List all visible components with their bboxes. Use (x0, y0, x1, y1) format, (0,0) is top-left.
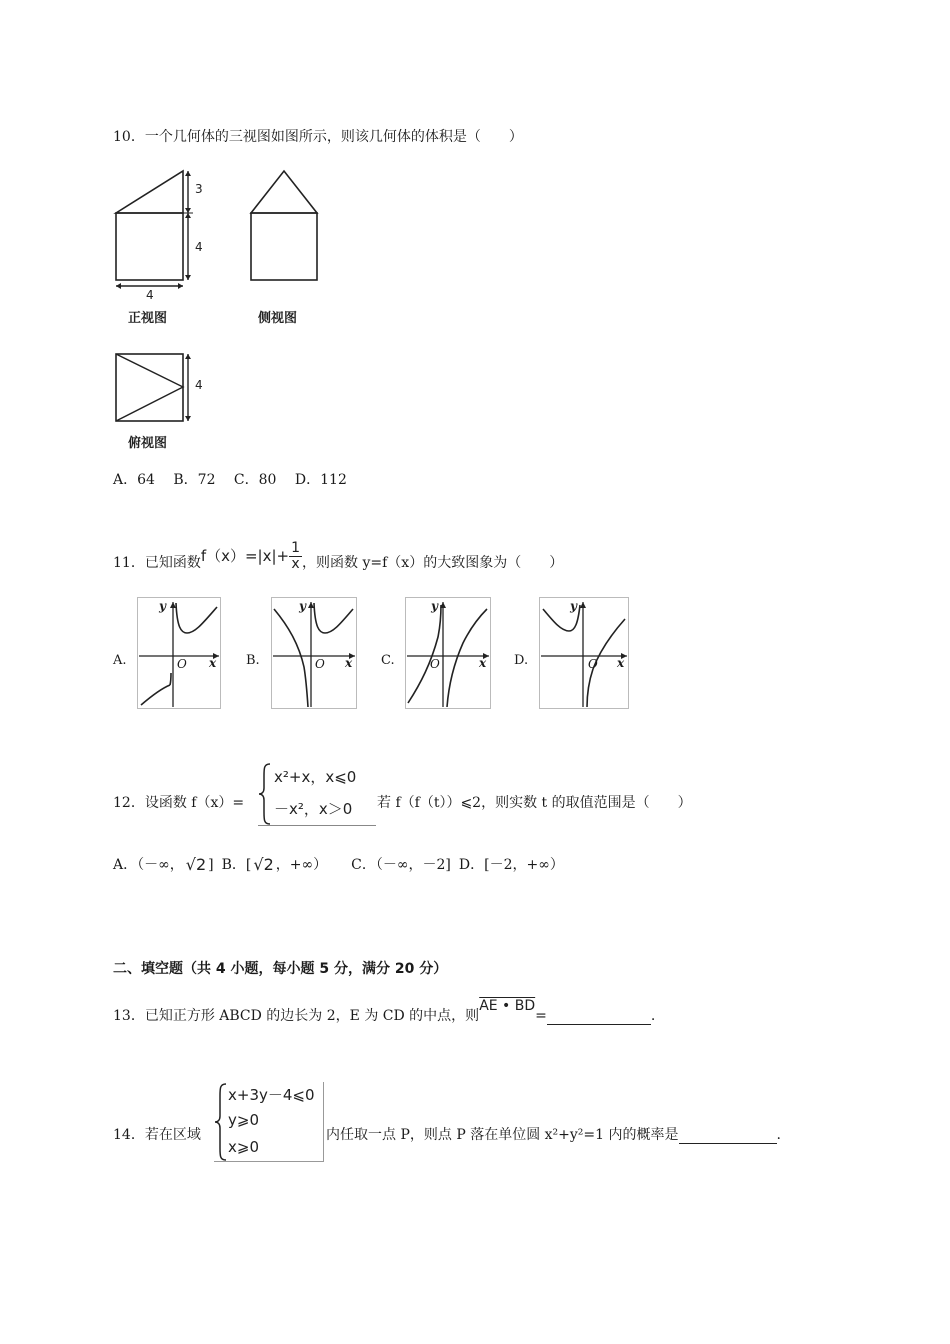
q11-graph-d[interactable] (539, 597, 629, 713)
q14-stem-line (326, 1126, 781, 1144)
q12-stem-pre: 12．设函数 f（x）= (113, 795, 245, 811)
q12-option-b-pre: B．[ (221, 857, 252, 873)
graph-a-x-label: x (209, 656, 217, 670)
graph-a-y-label: y (159, 599, 166, 613)
q11-graph-b[interactable] (271, 597, 357, 713)
q11-stem-line (113, 539, 564, 572)
q14-end: . (776, 1127, 781, 1143)
q11-stem-pre: 11．已知函数 (113, 555, 201, 571)
q12-case2: －x²，x＞0 (274, 800, 353, 818)
q13-equals: = (535, 1008, 547, 1024)
q14-ineq2: y⩾0 (228, 1111, 259, 1129)
front-view-triangle (116, 171, 183, 213)
q12-brace (258, 762, 272, 826)
q13-end: . (650, 1008, 656, 1024)
graph-a-svg (137, 597, 221, 709)
side-view-triangle (251, 171, 317, 213)
graph-c-origin-label: O (430, 657, 440, 671)
q12-options-line (113, 856, 564, 874)
q12-option-b-sqrt: √2 (253, 855, 274, 874)
front-view-square (116, 213, 183, 280)
q14-ineq1: x+3y－4⩽0 (228, 1086, 315, 1104)
q11-formula-lhs: f（x）=|x|+ (200, 547, 290, 565)
q13-vector-product: AE • BD (479, 998, 536, 1014)
graph-b-y-label: y (299, 599, 306, 613)
q14-stem-post: 内任取一点 P，则点 P 落在单位圆 x²+y²=1 内的概率是 (326, 1127, 679, 1143)
q11-stem-post: ，则函数 y=f（x）的大致图象为（ ） (302, 555, 564, 571)
q13-stem: 13．已知正方形 ABCD 的边长为 2，E 为 CD 的中点，则 (113, 1008, 480, 1024)
q11-fraction (289, 541, 302, 572)
front-view-label: 正视图 (128, 311, 168, 326)
q11-fraction-den: x (291, 555, 300, 572)
q11-graph-c[interactable] (405, 597, 491, 713)
q12-option-c: C．（－∞，－2] (351, 857, 451, 873)
graph-c-svg (405, 597, 491, 709)
graph-d-x-label: x (617, 656, 625, 670)
q14-answer-blank[interactable] (679, 1129, 777, 1144)
graph-d-svg (539, 597, 629, 709)
q14-ineq3: x⩾0 (228, 1138, 259, 1156)
q14-stem-pre: 14．若在区域 (113, 1127, 201, 1143)
q12-option-a-sqrt: √2 (185, 855, 207, 874)
q11-option-d-letter: D. (514, 653, 529, 668)
side-view-square (251, 213, 317, 280)
graph-a-origin-label: O (177, 657, 187, 671)
q12-option-d: D．[－2，+∞） (458, 857, 564, 873)
q13-line (113, 998, 656, 1025)
q10-stem: 10．一个几何体的三视图如图所示，则该几何体的体积是（ ） (113, 129, 523, 145)
q10-three-view-figure (113, 168, 323, 458)
graph-b-svg (271, 597, 357, 709)
q10-options: A．64 B．72 C．80 D．112 (113, 472, 347, 488)
dim-label-4-top-height: 4 (195, 378, 203, 392)
q12-stem-post: 若 f（f（t））⩽2，则实数 t 的取值范围是（ ） (377, 795, 692, 811)
top-view-label: 俯视图 (128, 436, 168, 451)
q14-region-system (214, 1082, 324, 1162)
q11-option-c-letter: C. (381, 653, 395, 668)
q11-graph-a[interactable] (137, 597, 221, 713)
graph-d-y-label: y (570, 599, 577, 613)
dim-label-3: 3 (195, 182, 203, 196)
q14-brace (214, 1082, 228, 1162)
q12-option-a-pre: A．（－∞， (113, 857, 184, 873)
graph-d-origin-label: O (588, 657, 598, 671)
dim-label-4-front-width: 4 (146, 288, 154, 302)
top-view-triangle (116, 354, 183, 421)
q11-formula (201, 541, 302, 572)
dim-label-4-front-height: 4 (195, 240, 203, 254)
graph-c-y-label: y (431, 599, 438, 613)
q11-option-a-letter: A. (113, 653, 127, 668)
q12-option-b-post: ，+∞） (275, 857, 328, 873)
side-view-label: 侧视图 (258, 311, 298, 326)
graph-c-x-label: x (479, 656, 487, 670)
top-view-square (116, 354, 183, 421)
q13-answer-blank[interactable] (547, 1010, 651, 1025)
q12-case1: x²+x，x⩽0 (274, 768, 357, 786)
graph-b-origin-label: O (315, 657, 325, 671)
section2-title: 二、填空题（共 4 小题，每小题 5 分，满分 20 分） (113, 961, 448, 977)
q11-option-b-letter: B. (246, 653, 260, 668)
q12-piecewise (258, 762, 376, 826)
q12-option-a-post: ] (208, 857, 214, 873)
q11-fraction-num: 1 (291, 539, 301, 556)
graph-b-x-label: x (345, 656, 353, 670)
